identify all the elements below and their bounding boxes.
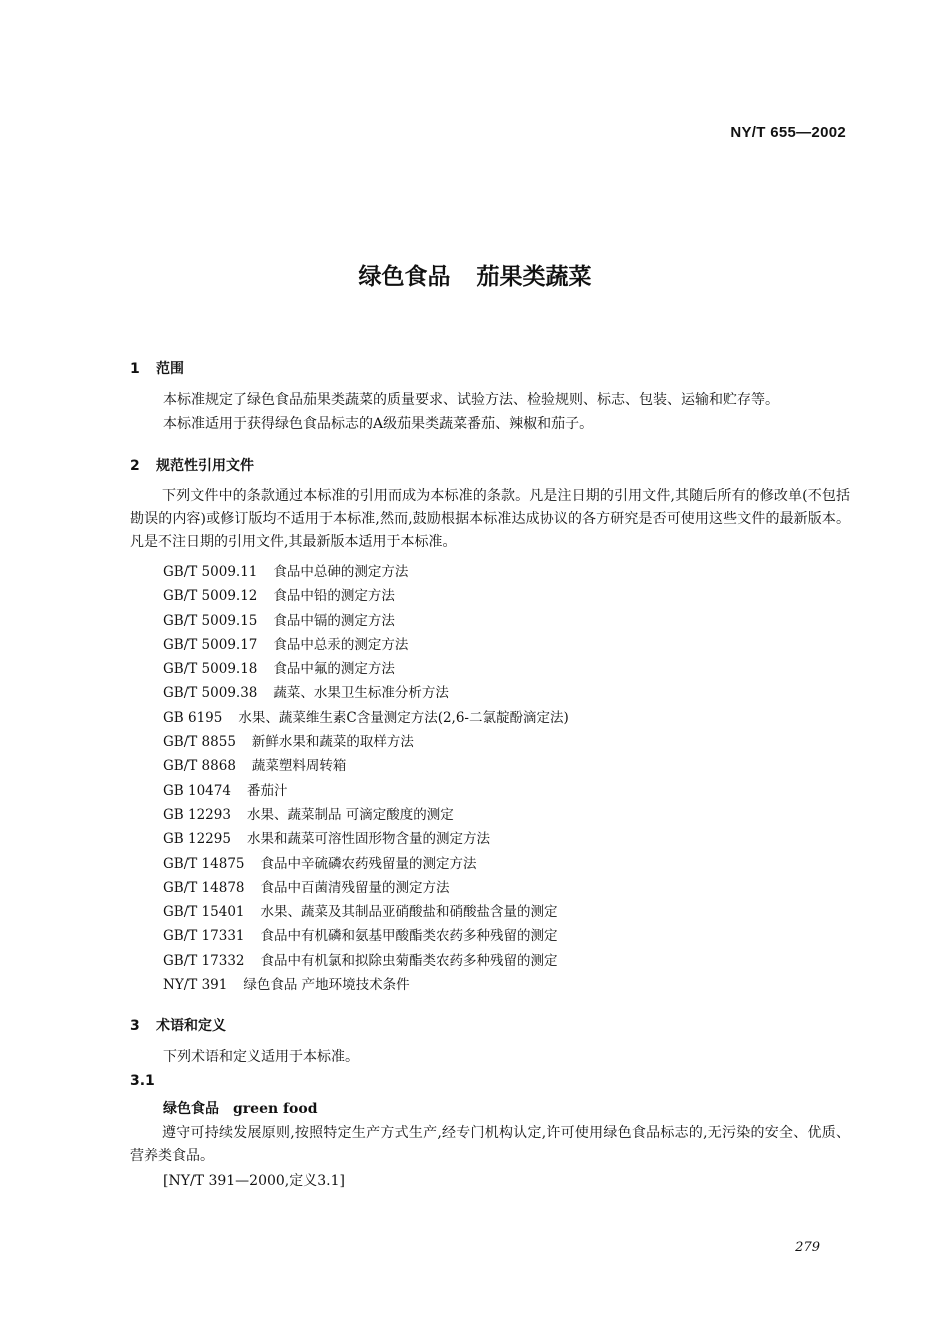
- terms-intro: 下列术语和定义适用于本标准。: [163, 1049, 359, 1065]
- scope-paragraph-1: 本标准规定了绿色食品茄果类蔬菜的质量要求、试验方法、检验规则、标志、包装、运输和贮存等。: [163, 392, 779, 408]
- section-2-heading: [130, 455, 254, 475]
- section-title: 规范性引用文件: [156, 458, 254, 474]
- document-title: [0, 258, 950, 291]
- reference-title: 食品中氟的测定方法: [273, 661, 395, 678]
- reference-item: [163, 900, 569, 924]
- reference-title: 水果、蔬菜制品 可滴定酸度的测定: [246, 806, 454, 823]
- reference-code: GB 12293: [163, 806, 231, 823]
- reference-code: GB/T 5009.11: [163, 564, 258, 580]
- reference-item: [163, 949, 569, 973]
- reference-code: GB/T 5009.12: [163, 588, 258, 605]
- reference-item: [163, 754, 569, 778]
- term-name: [163, 1098, 318, 1118]
- title-part-1: 绿色食品: [358, 264, 451, 290]
- reference-item: [163, 827, 569, 851]
- reference-item: [163, 803, 569, 827]
- reference-title: 食品中辛硫磷农药残留量的测定方法: [260, 855, 477, 872]
- term-name-zh: 绿色食品: [163, 1101, 219, 1117]
- reference-code: GB/T 5009.38: [163, 685, 258, 702]
- reference-item: [163, 706, 569, 730]
- section-number: 3: [130, 1018, 140, 1034]
- reference-title: 水果、蔬菜及其制品亚硝酸盐和硝酸盐含量的测定: [260, 904, 558, 921]
- term-definition: 遵守可持续发展原则,按照特定生产方式生产,经专门机构认定,许可使用绿色食品标志的,无污染的安全、优质、营养类食品。: [130, 1125, 850, 1164]
- reference-item: [163, 730, 569, 754]
- section-3-heading: [130, 1015, 226, 1035]
- reference-title: 水果和蔬菜可溶性固形物含量的测定方法: [246, 831, 490, 848]
- reference-item: [163, 973, 569, 997]
- reference-item: [163, 876, 569, 900]
- reference-item: [163, 924, 569, 948]
- standard-code: NY/T 655—2002: [730, 124, 846, 141]
- reference-title: 食品中有机氯和拟除虫菊酯类农药多种残留的测定: [260, 952, 558, 969]
- reference-item: [163, 584, 569, 608]
- reference-code: GB/T 5009.18: [163, 661, 258, 678]
- reference-title: 水果、蔬菜维生素C含量测定方法(2,6-二氯靛酚滴定法): [238, 709, 569, 726]
- reference-title: 绿色食品 产地环境技术条件: [243, 977, 410, 994]
- scope-paragraph-2: 本标准适用于获得绿色食品标志的A级茄果类蔬菜番茄、辣椒和茄子。: [163, 416, 594, 432]
- reference-title: 蔬菜塑料周转箱: [251, 758, 347, 775]
- reference-item: [163, 779, 569, 803]
- section-title: 范围: [156, 361, 184, 377]
- page-number: 279: [795, 1240, 820, 1255]
- references-intro: 下列文件中的条款通过本标准的引用而成为本标准的条款。凡是注日期的引用文件,其随后所有的修改单(不包括勘误的内容)或修订版均不适用于本标准,然而,鼓励根据本标准达成协议的各方研究是否可使用这些文件的最新版本。凡是不注日期的引用文件,其最新版本适用于本标准。: [130, 488, 850, 550]
- reference-title: 新鲜水果和蔬菜的取样方法: [251, 734, 414, 751]
- reference-title: 食品中总砷的测定方法: [273, 564, 409, 580]
- reference-code: GB 6195: [163, 709, 223, 726]
- reference-item: [163, 852, 569, 876]
- section-title: 术语和定义: [156, 1018, 226, 1034]
- term-source: [NY/T 391—2000,定义3.1]: [163, 1173, 345, 1189]
- section-number: 2: [130, 458, 140, 474]
- reference-code: NY/T 391: [163, 977, 228, 994]
- reference-code: GB 10474: [163, 782, 231, 799]
- reference-title: 食品中百菌清残留量的测定方法: [260, 879, 450, 896]
- reference-title: 蔬菜、水果卫生标准分析方法: [273, 685, 449, 702]
- reference-title: 食品中有机磷和氨基甲酸酯类农药多种残留的测定: [260, 928, 558, 945]
- reference-code: GB/T 14878: [163, 879, 245, 896]
- reference-title: 食品中铅的测定方法: [273, 588, 395, 605]
- section-1-heading: [130, 358, 184, 378]
- reference-code: GB/T 17331: [163, 928, 245, 945]
- reference-item: [163, 681, 569, 705]
- reference-item: [163, 633, 569, 657]
- reference-item: [163, 657, 569, 681]
- term-number: 3.1: [130, 1073, 155, 1089]
- reference-code: GB/T 15401: [163, 904, 245, 921]
- reference-code: GB/T 17332: [163, 952, 245, 969]
- reference-code: GB/T 5009.15: [163, 612, 258, 629]
- reference-list: [163, 560, 569, 997]
- reference-code: GB/T 5009.17: [163, 636, 258, 653]
- reference-code: GB 12295: [163, 831, 231, 848]
- reference-code: GB/T 8868: [163, 758, 236, 775]
- reference-code: GB/T 14875: [163, 855, 245, 872]
- section-number: 1: [130, 361, 140, 377]
- reference-title: 食品中总汞的测定方法: [273, 636, 409, 653]
- reference-code: GB/T 8855: [163, 734, 236, 751]
- title-part-2: 茄果类蔬菜: [476, 264, 592, 290]
- reference-item: [163, 609, 569, 633]
- reference-title: 番茄汁: [246, 782, 288, 799]
- term-name-en: green food: [233, 1101, 318, 1117]
- reference-title: 食品中镉的测定方法: [273, 612, 395, 629]
- reference-item: [163, 560, 569, 584]
